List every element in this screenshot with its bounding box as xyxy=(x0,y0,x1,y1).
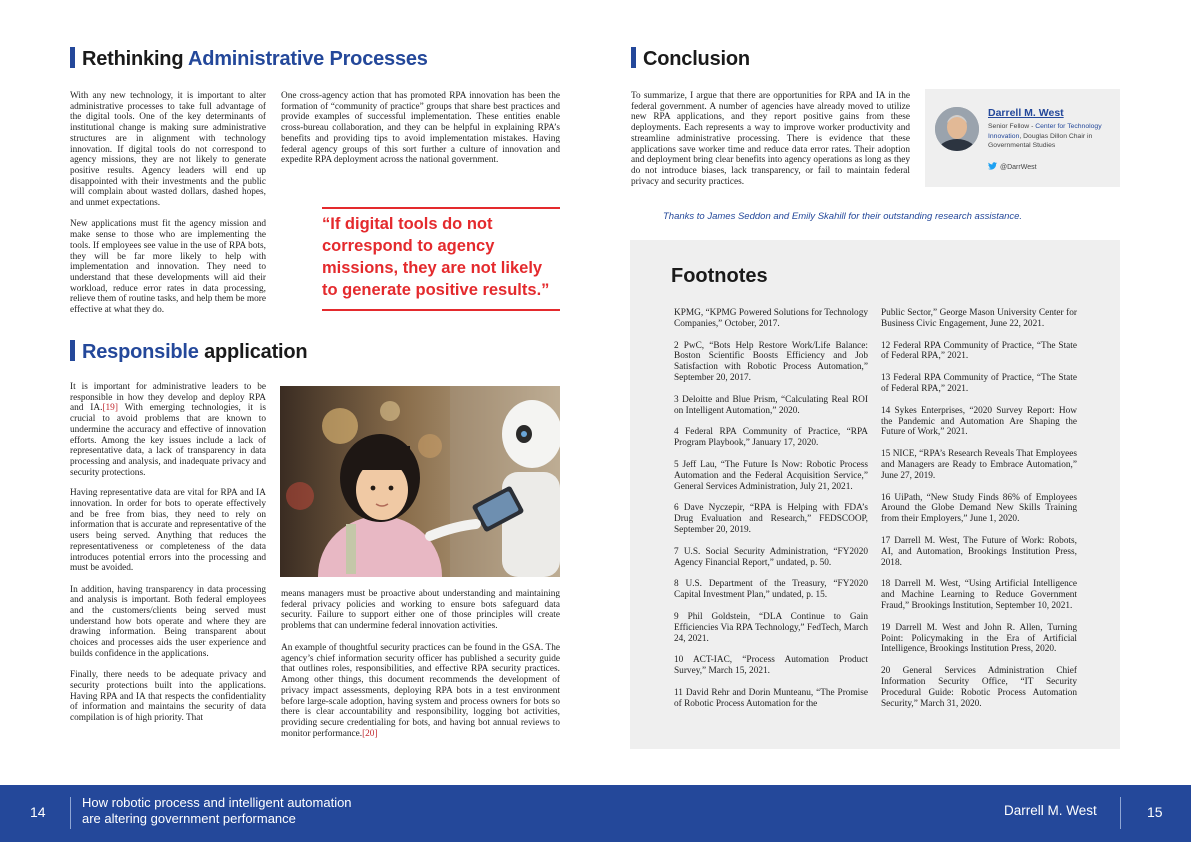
pull-quote-text: “If digital tools do not correspond to agency missions, they are not likely to generate positive results.” xyxy=(322,215,550,299)
author-avatar xyxy=(935,107,979,151)
twitter-icon xyxy=(988,162,997,170)
section-heading-conclusion: Conclusion xyxy=(631,47,750,71)
center-link[interactable]: Center for Technology Innovation xyxy=(988,123,1102,140)
author-card xyxy=(925,89,1120,187)
rethinking-column-2: One cross-agency action that has promoted RPA innovation has been the formation of “community of practice” groups that share best practices and provide examples of successful implementation. These entities enable cross-bureau collaboration, and they can be helpful in explaining RPA’s benefits and providing tips to avoid implementation mistakes. Having federal agency groups of this sort further a culture of innovation and expedite RPA deployment across the national government. xyxy=(281,91,560,166)
responsible-column-1: It is important for administrative leaders to be responsible in how they develop and deploy RPA and IA.[19] With emerging technologies, it is crucial to avoid problems that are known to undermine the accuracy and effective of innovation efforts. Among the key issues include a lack of representative data, a lack of transparency in data processing and analysis, and inadequate privacy and security protections. Having representative data are vital for RPA and IA innovation. In order for bots to operate effectively and be free from bias, they need to rely on information that is accurate and representative of the users being served. Anything that reduces the representativeness or completeness of the data introduces potential errors into the processing and must be avoided. In addition, having transparency in data processing and analysis is important. Both federal employees and the customers/clients being served must understand how bots operate and where they are drawing information. Being transparent about choices and processes aids the user experience and builds confidence in the applications. Finally, there needs to be adequate privacy and security protections built into the applications. Having RPA and IA that respects the confidentiality of information and maintains the security of data compilation is of high priority. That xyxy=(70,382,266,724)
section-heading-responsible: Responsible application xyxy=(70,340,307,364)
page-number-left: 14 xyxy=(30,804,46,820)
author-name-link[interactable]: Darrell M. West xyxy=(988,107,1064,119)
footnote-item: 13 Federal RPA Community of Practice, “The State of Federal RPA,” 2021. xyxy=(881,373,1077,394)
pull-quote xyxy=(322,207,560,311)
footer-divider-left xyxy=(70,797,71,829)
conclusion-body: To summarize, I argue that there are opportunities for RPA and IA in the federal government. A number of agencies have already moved to utilize new RPA applications, and they report positive gains from these deployments. Each represents a way to improve worker productivity and streamline administrative processing. There is evidence that these applications save worker time and reduce data error rates. Their adoption and deployment bring clear benefits into agency operations as long as they do not introduce biases, lack transparency, or fail to maintain federal privacy and security practices. xyxy=(631,91,910,187)
footnote-item: 11 David Rehr and Dorin Munteanu, “The Promise of Robotic Process Automation for the xyxy=(674,687,868,709)
footnote-item: 18 Darrell M. West, “Using Artificial Intelligence and Machine Learning to Reduce Government Fraud,” Brookings Institution, September 10, 2021. xyxy=(881,579,1077,611)
responsible-column-2-p1: means managers must be proactive about understanding and maintaining federal privacy policies and working to ensure bots safeguard data security. Failure to support either one of those principles will create problems that can undermine federal innovation activities. xyxy=(281,589,560,632)
author-role: Senior Fellow - Center for Technology Innovation, Douglas Dillon Chair in Governmental Studies xyxy=(988,123,1102,149)
footnote-ref-20[interactable]: [20] xyxy=(362,728,378,739)
footnote-item: 6 Dave Nyczepir, “RPA is Helping with FDA’s Drug Evaluation and Research,” FEDSCOOP, September 20, 2019. xyxy=(674,503,868,535)
footnote-item: 7 U.S. Social Security Administration, “FY2020 Agency Financial Report,” undated, p. 50. xyxy=(674,546,868,568)
footnote-item: 8 U.S. Department of the Treasury, “FY2020 Capital Investment Plan,” undated, p. 15. xyxy=(674,579,868,601)
footnote-item: 14 Sykes Enterprises, “2020 Survey Report: How the Pandemic and Automation Are Shaping the Future of Work,” 2021. xyxy=(881,405,1077,438)
footnote-item: Public Sector,” George Mason University Center for Business Civic Engagement, June 22, 2021. xyxy=(881,308,1077,329)
footnote-item: 3 Deloitte and Blue Prism, “Calculating Real ROI on Intelligent Automation,” 2020. xyxy=(674,394,868,416)
heading-bar xyxy=(631,47,636,68)
photo-illustration xyxy=(280,386,560,577)
footnote-item: 5 Jeff Lau, “The Future Is Now: Robotic Process Automation and the Federal Acquisition Service,” General Services Administration, July 21, 2021. xyxy=(674,459,868,492)
footnote-item: 15 NICE, “RPA’s Research Reveals That Employees and Managers are Ready to Embrace Automation,” June 27, 2019. xyxy=(881,449,1077,481)
footnote-ref-19[interactable]: [19] xyxy=(102,403,118,414)
footnote-item: 9 Phil Goldstein, “DLA Continue to Gain Efficiencies Via RPA Technology,” FedTech, March 24, 2021. xyxy=(674,611,868,644)
footnote-item: 4 Federal RPA Community of Practice, “RPA Program Playbook,” January 17, 2020. xyxy=(674,427,868,449)
quote-top-rule xyxy=(322,207,560,209)
page-footer xyxy=(0,785,1191,842)
section-heading-rethinking: Rethinking Administrative Processes xyxy=(70,47,428,71)
footnotes-column-2 xyxy=(881,308,1077,720)
girl-and-robot-photo xyxy=(280,386,560,577)
footnote-item: 19 Darrell M. West and John R. Allen, Turning Point: Policymaking in the Era of Artificial Intelligence, Brookings Institution Press, 2020. xyxy=(881,622,1077,655)
footnotes-title: Footnotes xyxy=(671,265,768,287)
page-number-right: 15 xyxy=(1147,804,1163,820)
footnote-item: 2 PwC, “Bots Help Restore Work/Life Balance: Boston Scientific Boosts Efficiency and Job Satisfaction with Robotic Process Automation,” September 20, 2017. xyxy=(674,340,868,383)
author-twitter[interactable]: @DarrWest xyxy=(988,162,1037,171)
footnote-item: KPMG, “KPMG Powered Solutions for Technology Companies,” October, 2017. xyxy=(674,308,868,329)
footnote-item: 16 UiPath, “New Study Finds 86% of Employees Around the Globe Demand New Skills Training from their Employers,” June 1, 2020. xyxy=(881,492,1077,525)
footnote-item: 10 ACT-IAC, “Process Automation Product Survey,” March 15, 2021. xyxy=(674,655,868,677)
footnotes-column-1 xyxy=(674,308,868,721)
footnote-item: 17 Darrell M. West, The Future of Work: Robots, AI, and Automation, Brookings Institution Press, 2018. xyxy=(881,535,1077,568)
footer-author: Darrell M. West xyxy=(1004,803,1097,818)
heading-bar xyxy=(70,47,75,68)
responsible-column-2-p2: An example of thoughtful security practices can be found in the GSA. The agency’s chief information security officer has published a security guide that outlines roles, responsibilities, and effective RPA security practices. Among other things, this document recommends the development of privacy impact assessments, deploying RPA bots in a test environment before large-scale adoption, having system and process owners for bots so there is clear accountability and responsibility, logging bot activities, providing secure credentialing for bots, and having bot annual reviews to monitor performance.[20] xyxy=(281,643,560,739)
quote-bottom-rule xyxy=(322,309,560,311)
publication-title: How robotic process and intelligent automation are altering government performance xyxy=(82,795,352,826)
footnote-item: 20 General Services Administration Chief Information Security Office, “IT Security Procedural Guide: Robotic Process Automation Security,” March 31, 2020. xyxy=(881,666,1077,709)
acknowledgement: Thanks to James Seddon and Emily Skahill for their outstanding research assistance. xyxy=(663,211,1023,222)
heading-bar xyxy=(70,340,75,361)
footnote-item: 12 Federal RPA Community of Practice, “The State of Federal RPA,” 2021. xyxy=(881,340,1077,362)
author-portrait xyxy=(935,107,979,151)
footnotes-panel xyxy=(630,240,1120,749)
footer-divider-right xyxy=(1120,797,1121,829)
rethinking-column-1: With any new technology, it is important to alter administrative processes to take full advantage of the digital tools. One of the key determinants of institutional change is making sure administrative structures are in alignment with technology innovation. If digital tools do not correspond to agency missions, they are not likely to generate positive results. Agency leaders will end up disappointed with their investments and the public will complain about wasted dollars, dashed hopes, and unmet expectations. New applications must fit the agency mission and make sense to those who are implementing the tools. If employees see value in the use of RPA bots, they will be far more likely to help with implementation and innovation. They need to understand that these developments will aid their workload, reduce error rates in data processing, relieve them of routine tasks, and help them be more effective at what they do. xyxy=(70,91,266,316)
